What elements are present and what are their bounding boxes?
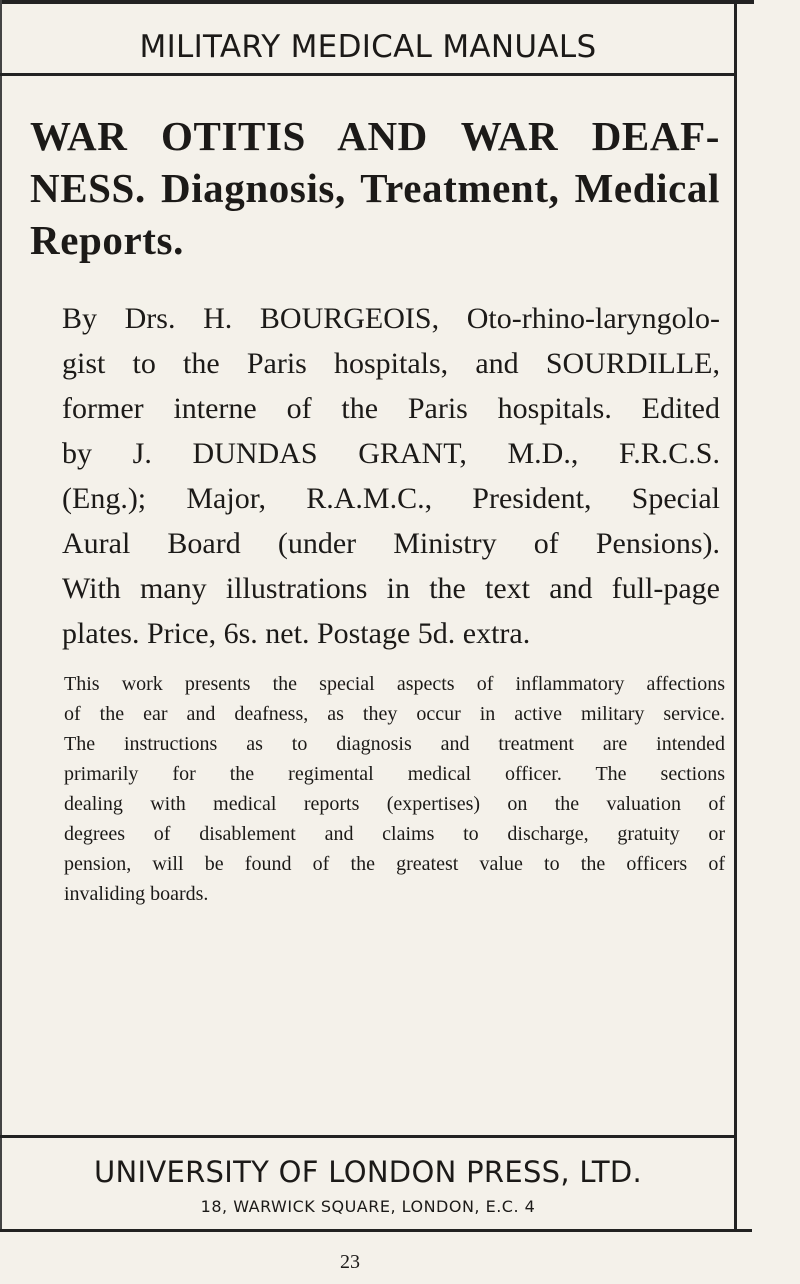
description-line: This work presents the special aspects of inflammatory affections [64, 673, 725, 695]
publisher-name: UNIVERSITY OF LONDON PRESS, LTD. [93, 1155, 643, 1189]
title-line: WAR OTITIS AND WAR DEAF- [30, 113, 720, 159]
left-border [0, 0, 2, 1232]
top-border [0, 0, 754, 4]
header-rule [0, 73, 736, 76]
description-line: of the ear and deafness, as they occur in active military service. [64, 703, 725, 725]
title-line: NESS. Diagnosis, Treatment, Medical [30, 165, 720, 211]
publisher-rule [0, 1135, 736, 1138]
authors-line: former interne of the Paris hospitals. Edited [62, 392, 720, 425]
title-line: Reports. [30, 217, 184, 263]
publisher-address: 18, WARWICK SQUARE, LONDON, E.C. 4 [200, 1197, 536, 1216]
description-line: pension, will be found of the greatest value to the officers of [64, 853, 725, 875]
description-line: invaliding boards. [64, 883, 209, 905]
authors-line: Aural Board (under Ministry of Pensions). [62, 527, 720, 560]
authors-line: With many illustrations in the text and full-page [62, 572, 720, 605]
book-title [30, 110, 720, 266]
authors-line: plates. Price, 6s. net. Postage 5d. extra. [62, 617, 531, 650]
authors-line: By Drs. H. BOURGEOIS, Oto-rhino-laryngolo- [62, 302, 720, 335]
description-paragraph [64, 669, 725, 909]
authors-line: (Eng.); Major, R.A.M.C., President, Special [62, 482, 720, 515]
footer-rule [0, 1229, 752, 1232]
authors-line: by J. DUNDAS GRANT, M.D., F.R.C.S. [62, 437, 720, 470]
authors-paragraph [62, 296, 720, 656]
page-number: 23 [340, 1251, 360, 1273]
description-line: degrees of disablement and claims to discharge, gratuity or [64, 823, 725, 845]
series-title: MILITARY MEDICAL MANUALS [139, 29, 597, 65]
authors-line: gist to the Paris hospitals, and SOURDILLE, [62, 347, 720, 380]
right-border [734, 0, 737, 1230]
description-line: The instructions as to diagnosis and treatment are intended [64, 733, 725, 755]
description-line: dealing with medical reports (expertises) on the valuation of [64, 793, 725, 815]
description-line: primarily for the regimental medical officer. The sections [64, 763, 725, 785]
